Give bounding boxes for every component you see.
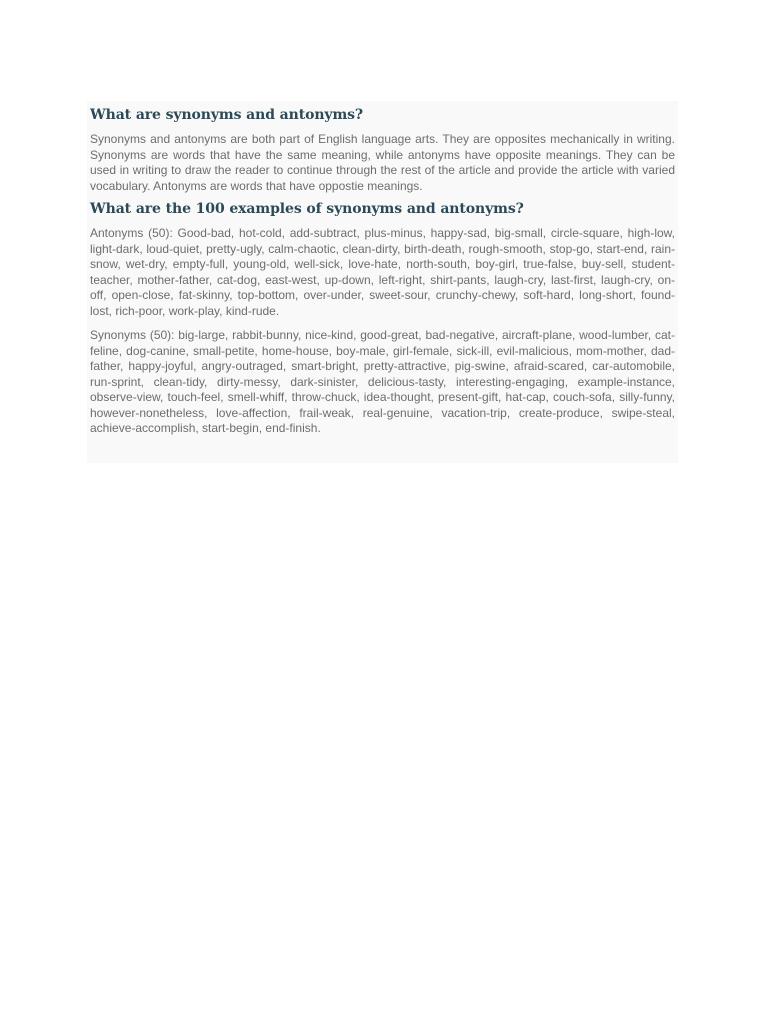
heading-100-examples: What are the 100 examples of synonyms and antonyms? [90,201,524,217]
synonyms-paragraph: Synonyms (50): big-large, rabbit-bunny, nice-kind, good-great, bad-negative, aircraft-plane, wood-lumber, cat-feline, dog-canine, small-petite, home-house, boy-male, girl-female, sick-ill, evil-malicious, mom-mother, dad-father, happy-joyful, angry-outraged, smart-bright, pretty-attractive, pig-swine, afraid-scared, car-automobile, run-sprint, clean-tidy, dirty-messy, dark-sinister, delicious-tasty, interesting-engaging, example-instance, observe-view, touch-feel, smell-whiff, throw-chuck, idea-thought, present-gift, hat-cap, couch-sofa, silly-funny, however-nonetheless, love-affection, frail-weak, real-genuine, vacation-trip, create-produce, swipe-steal, achieve-accomplish, start-begin, end-finish. [90,328,675,435]
article-block [87,101,678,463]
antonyms-paragraph: Antonyms (50): Good-bad, hot-cold, add-subtract, plus-minus, happy-sad, big-small, circle-square, high-low, light-dark, loud-quiet, pretty-ugly, calm-chaotic, clean-dirty, birth-death, rough-smooth, stop-go, start-end, rain-snow, wet-dry, empty-full, young-old, well-sick, love-hate, north-south, boy-girl, true-false, buy-sell, student-teacher, mother-father, cat-dog, east-west, up-down, left-right, shirt-pants, laugh-cry, last-first, laugh-cry, on-off, open-close, fat-skinny, top-bottom, over-under, sweet-sour, crunchy-chewy, soft-hard, long-short, found-lost, rich-poor, work-play, kind-rude. [90,226,675,318]
intro-paragraph: Synonyms and antonyms are both part of English language arts. They are opposites mechanically in writing. Synonyms are words that have the same meaning, while antonyms have opposite meanings. They can be used in writing to draw the reader to continue through the rest of the article and provide the article with varied vocabulary. Antonyms are words that have oppostie meanings. [90,132,675,193]
heading-synonyms-antonyms: What are synonyms and antonyms? [90,107,364,123]
